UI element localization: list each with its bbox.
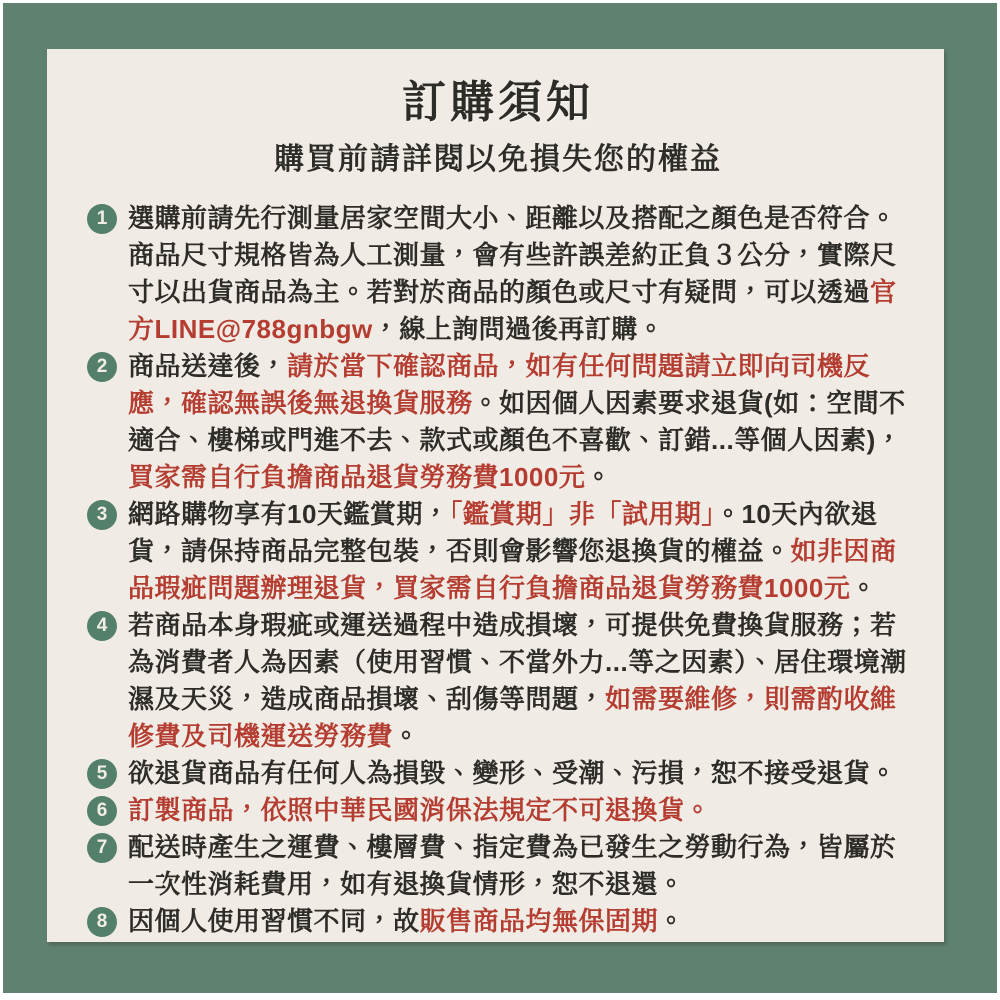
text-segment: ，線上詢問過後再訂購。 xyxy=(372,314,665,344)
text-segment: 配送時產生之運費、樓層費、指定費為已發生之勞動行為，皆屬於一次性消耗費用，如有退換貨情形，恕不退還。 xyxy=(128,832,897,899)
item-text xyxy=(128,200,909,348)
text-segment: 官方LINE@788gnbgw xyxy=(128,277,897,344)
item-number-badge: 8 xyxy=(87,907,117,937)
item-text xyxy=(128,792,909,829)
item-text xyxy=(128,607,909,755)
page-title: 訂購須知 xyxy=(402,78,594,127)
notice-item xyxy=(87,792,909,829)
item-number-badge: 6 xyxy=(87,796,117,826)
text-segment: 網路購物享有10天鑑賞期， xyxy=(128,499,450,529)
item-number-badge: 7 xyxy=(87,833,117,863)
text-segment: 買家需自行負擔商品退貨勞務費1000元 xyxy=(128,462,586,492)
text-segment: 請於當下確認商品，如有任何問題請立即向司機反應，確認無誤後無退換貨服務 xyxy=(128,351,871,418)
item-number-badge: 3 xyxy=(87,500,117,530)
text-segment: 若商品本身瑕疵或運送過程中造成損壞，可提供免費換貨服務；若為消費者人為因素（使用習慣、不當外力...等之因素）、居住環境潮濕及天災，造成商品損壞、刮傷等問題， xyxy=(128,610,907,714)
item-text xyxy=(128,755,909,792)
text-segment: 如需要維修，則需酌收維修費及司機運送勞務費 xyxy=(128,684,897,751)
item-text xyxy=(128,496,909,607)
page-subtitle: 購買前請詳閱以免損失您的權益 xyxy=(274,143,722,176)
text-segment: 。 xyxy=(393,721,420,751)
item-text xyxy=(128,829,909,903)
notice-item xyxy=(87,607,909,755)
text-segment: 「鑑賞期」非「試用期」 xyxy=(449,499,715,529)
notice-item xyxy=(87,903,909,940)
item-text xyxy=(128,348,909,496)
item-number-badge: 5 xyxy=(87,759,117,789)
text-segment: 販售商品均無保固期 xyxy=(419,906,659,936)
text-segment: 選購前請先行測量居家空間大小、距離以及搭配之顏色是否符合。商品尺寸規格皆為人工測量，會有些許誤差約正負３公分，實際尺寸以出貨商品為主。若對於商品的顏色或尺寸有疑問，可以透過 xyxy=(128,203,897,307)
text-segment: 。10天內欲退貨，請保持商品完整包裝，否則會影響您退換貨的權益。 xyxy=(128,499,878,566)
item-text xyxy=(128,903,909,940)
notice-item xyxy=(87,829,909,903)
text-segment: 。 xyxy=(850,573,877,603)
text-segment: 商品送達後， xyxy=(128,351,288,381)
text-segment: 。 xyxy=(585,462,612,492)
notice-item xyxy=(87,200,909,348)
text-segment: 。 xyxy=(658,906,685,936)
text-segment: 。如因個人因素要求退貨(如：空間不適合、樓梯或門進不去、款式或顏色不喜歡、訂錯...等個人因素)， xyxy=(128,388,906,455)
item-number-badge: 2 xyxy=(87,352,117,382)
text-segment: 如非因商品瑕疵問題辦理退貨，買家需自行負擔商品退貨勞務費1000元 xyxy=(128,536,897,603)
notice-item xyxy=(87,348,909,496)
notice-item xyxy=(87,496,909,607)
item-number-badge: 1 xyxy=(87,204,117,234)
text-segment: 欲退貨商品有任何人為損毀、變形、受潮、污損，恕不接受退貨。 xyxy=(128,758,897,788)
notice-item xyxy=(87,755,909,792)
item-number-badge: 4 xyxy=(87,611,117,641)
text-segment: 因個人使用習慣不同，故 xyxy=(128,906,420,936)
notice-list xyxy=(87,200,909,940)
text-segment: 訂製商品，依照中華民國消保法規定不可退換貨。 xyxy=(128,795,712,825)
notice-card xyxy=(47,49,944,942)
